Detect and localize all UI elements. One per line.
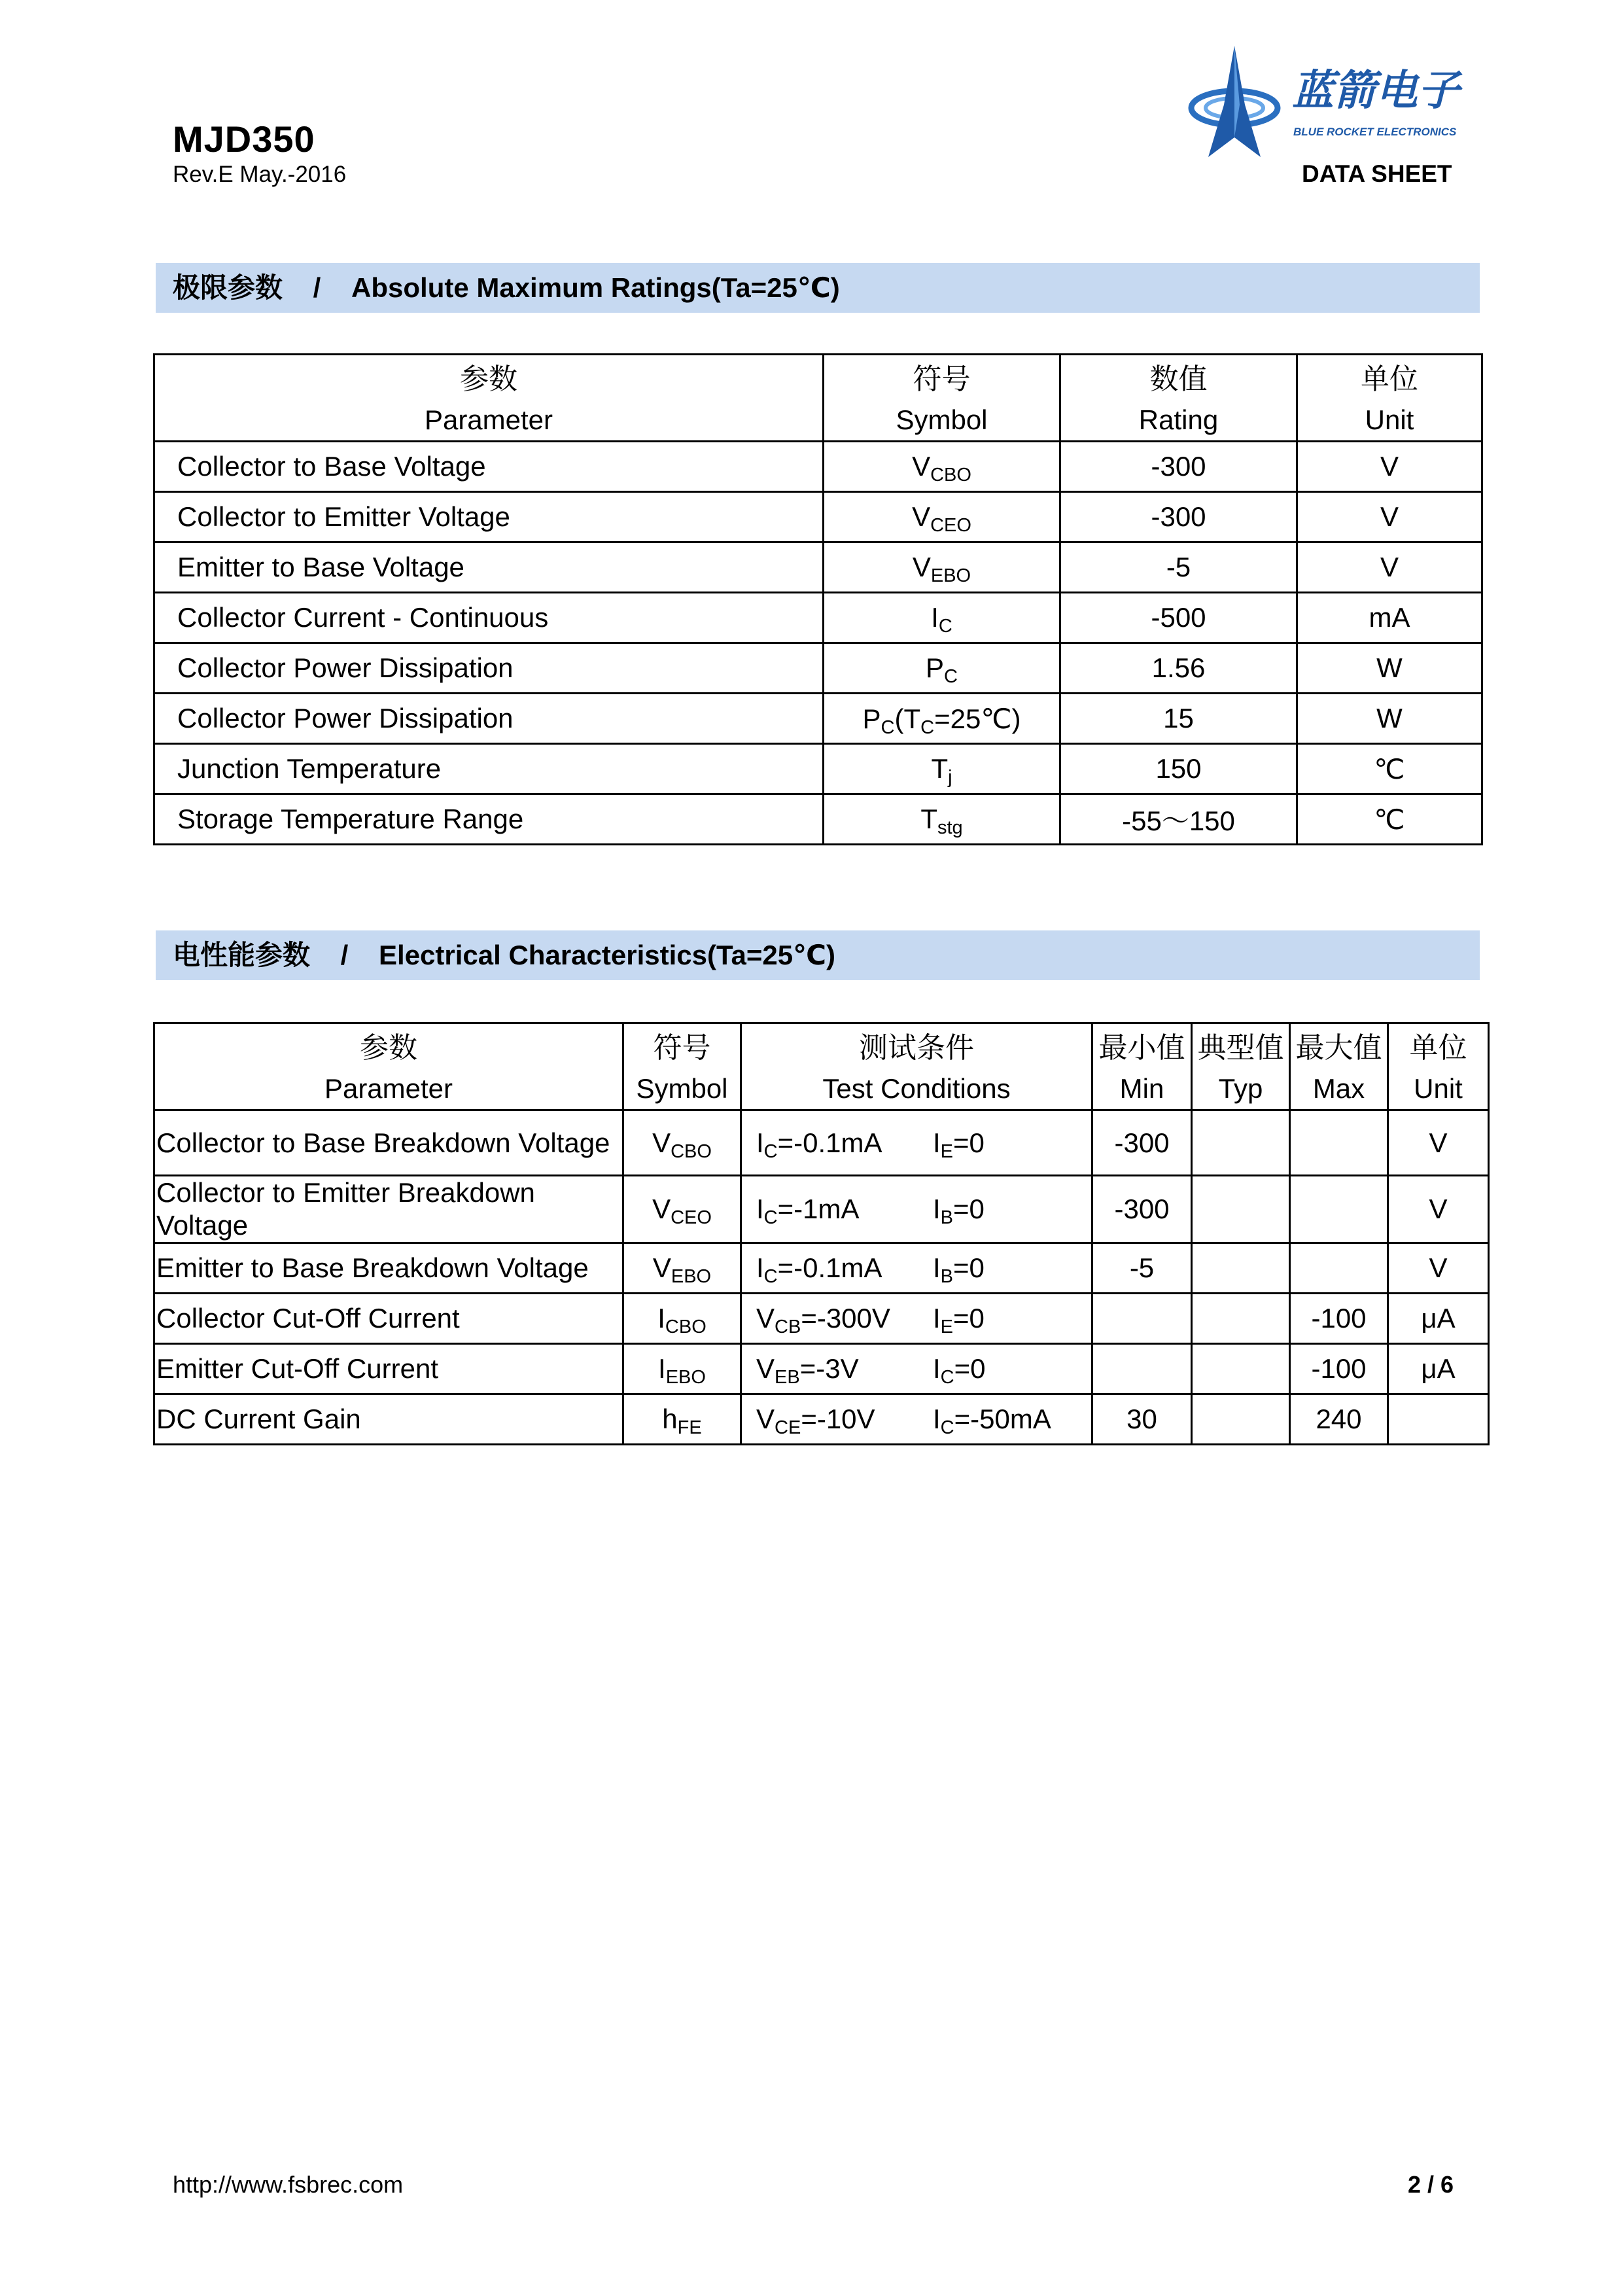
- table-row: [154, 1243, 1489, 1294]
- table-row: [154, 442, 1482, 492]
- rating-cell: -500: [1060, 593, 1297, 643]
- symbol-cell: $V_{CBO}$: [824, 442, 1060, 492]
- table-row: [154, 542, 1482, 593]
- ec-col-symbol: 符号 Symbol: [623, 1023, 741, 1110]
- typ-cell: [1192, 1243, 1290, 1294]
- ec-col-parameter: 参数 Parameter: [154, 1023, 623, 1110]
- ec-header-row: [154, 1023, 1489, 1110]
- amr-section-title: 极限参数 / Absolute Maximum Ratings(Ta=25℃): [156, 263, 1480, 313]
- parameter-cell: Collector Current - Continuous: [154, 593, 824, 643]
- symbol-cell: $h_{FE}$: [623, 1394, 741, 1445]
- unit-cell: V: [1297, 542, 1482, 593]
- unit-cell: [1388, 1394, 1489, 1445]
- conditions-cell: $I_C=-0.1mA$ $I_E=0$: [741, 1110, 1092, 1176]
- parameter-cell: Storage Temperature Range: [154, 794, 824, 845]
- conditions-cell: $V_{CE}=-10V$ $I_C=-50mA$: [741, 1394, 1092, 1445]
- table-row: [154, 694, 1482, 744]
- rating-cell: 1.56: [1060, 643, 1297, 694]
- unit-cell: V: [1297, 442, 1482, 492]
- parameter-cell: Collector Power Dissipation: [154, 694, 824, 744]
- table-row: [154, 744, 1482, 794]
- amr-col-symbol: 符号 Symbol: [824, 355, 1060, 442]
- table-row: [154, 1294, 1489, 1344]
- parameter-cell: Emitter Cut-Off Current: [154, 1344, 623, 1394]
- conditions-cell: $V_{CB}=-300V$ $I_E=0$: [741, 1294, 1092, 1344]
- footer-website-link[interactable]: http://www.fsbrec.com: [173, 2171, 404, 2198]
- unit-cell: ℃: [1297, 744, 1482, 794]
- rating-cell: 15: [1060, 694, 1297, 744]
- symbol-cell: $I_{CBO}$: [623, 1294, 741, 1344]
- max-cell: -100: [1290, 1344, 1388, 1394]
- symbol-cell: $I_C$: [824, 593, 1060, 643]
- typ-cell: [1192, 1110, 1290, 1176]
- blue-rocket-logo: [1187, 39, 1495, 164]
- unit-cell: V: [1297, 492, 1482, 542]
- symbol-cell: $P_C(T_C=25℃)$: [824, 694, 1060, 744]
- typ-cell: [1192, 1344, 1290, 1394]
- parameter-cell: Collector Power Dissipation: [154, 643, 824, 694]
- part-number: MJD350: [173, 118, 315, 160]
- conditions-cell: $I_C=-0.1mA$ $I_B=0$: [741, 1243, 1092, 1294]
- max-cell: -100: [1290, 1294, 1388, 1344]
- datasheet-label: DATA SHEET: [1302, 160, 1452, 187]
- symbol-cell: $T_{stg}$: [824, 794, 1060, 845]
- ec-col-unit: 单位 Unit: [1388, 1023, 1489, 1110]
- symbol-cell: $P_C$: [824, 643, 1060, 694]
- symbol-cell: $V_{EBO}$: [623, 1243, 741, 1294]
- parameter-cell: Collector to Base Breakdown Voltage: [154, 1110, 623, 1176]
- symbol-cell: $V_{CEO}$: [824, 492, 1060, 542]
- rating-cell: -300: [1060, 492, 1297, 542]
- ec-table: [153, 1022, 1490, 1445]
- revision-date: Rev.E May.-2016: [173, 162, 347, 187]
- typ-cell: [1192, 1176, 1290, 1243]
- unit-cell: W: [1297, 643, 1482, 694]
- unit-cell: V: [1388, 1110, 1489, 1176]
- rating-cell: -5: [1060, 542, 1297, 593]
- unit-cell: μA: [1388, 1344, 1489, 1394]
- amr-header-row: [154, 355, 1482, 442]
- ec-col-typ: 典型值 Typ: [1192, 1023, 1290, 1110]
- min-cell: [1092, 1294, 1192, 1344]
- min-cell: -5: [1092, 1243, 1192, 1294]
- ec-col-min: 最小值 Min: [1092, 1023, 1192, 1110]
- conditions-cell: $I_C=-1mA$ $I_B=0$: [741, 1176, 1092, 1243]
- max-cell: 240: [1290, 1394, 1388, 1445]
- symbol-cell: $V_{CEO}$: [623, 1176, 741, 1243]
- parameter-cell: Collector to Emitter Breakdown Voltage: [154, 1176, 623, 1243]
- table-row: [154, 1176, 1489, 1243]
- ec-section-title: 电性能参数 / Electrical Characteristics(Ta=25℃): [156, 930, 1480, 980]
- parameter-cell: Emitter to Base Breakdown Voltage: [154, 1243, 623, 1294]
- unit-cell: V: [1388, 1243, 1489, 1294]
- unit-cell: μA: [1388, 1294, 1489, 1344]
- page-number: 2 / 6: [1408, 2171, 1454, 2198]
- symbol-cell: $V_{CBO}$: [623, 1110, 741, 1176]
- min-cell: -300: [1092, 1110, 1192, 1176]
- symbol-cell: $T_j$: [824, 744, 1060, 794]
- symbol-cell: $V_{EBO}$: [824, 542, 1060, 593]
- table-row: [154, 593, 1482, 643]
- parameter-cell: Collector Cut-Off Current: [154, 1294, 623, 1344]
- ec-col-conditions: 测试条件 Test Conditions: [741, 1023, 1092, 1110]
- amr-col-rating: 数值 Rating: [1060, 355, 1297, 442]
- unit-cell: V: [1388, 1176, 1489, 1243]
- rating-cell: -55～150: [1060, 794, 1297, 845]
- min-cell: 30: [1092, 1394, 1192, 1445]
- parameter-cell: Collector to Base Voltage: [154, 442, 824, 492]
- parameter-cell: Emitter to Base Voltage: [154, 542, 824, 593]
- max-cell: [1290, 1243, 1388, 1294]
- rating-cell: -300: [1060, 442, 1297, 492]
- parameter-cell: DC Current Gain: [154, 1394, 623, 1445]
- table-row: [154, 643, 1482, 694]
- table-row: [154, 1394, 1489, 1445]
- company-name-cn: 蓝箭电子: [1292, 67, 1459, 115]
- typ-cell: [1192, 1394, 1290, 1445]
- max-cell: [1290, 1110, 1388, 1176]
- table-row: [154, 1344, 1489, 1394]
- min-cell: [1092, 1344, 1192, 1394]
- amr-table: [153, 353, 1483, 845]
- rating-cell: 150: [1060, 744, 1297, 794]
- unit-cell: ℃: [1297, 794, 1482, 845]
- max-cell: [1290, 1176, 1388, 1243]
- parameter-cell: Junction Temperature: [154, 744, 824, 794]
- conditions-cell: $V_{EB}=-3V$ $I_C=0$: [741, 1344, 1092, 1394]
- amr-col-unit: 单位 Unit: [1297, 355, 1482, 442]
- table-row: [154, 794, 1482, 845]
- ec-col-max: 最大值 Max: [1290, 1023, 1388, 1110]
- company-name-en: BLUE ROCKET ELECTRONICS: [1293, 126, 1457, 138]
- symbol-cell: $I_{EBO}$: [623, 1344, 741, 1394]
- min-cell: -300: [1092, 1176, 1192, 1243]
- unit-cell: mA: [1297, 593, 1482, 643]
- amr-col-parameter: 参数 Parameter: [154, 355, 824, 442]
- table-row: [154, 492, 1482, 542]
- typ-cell: [1192, 1294, 1290, 1344]
- parameter-cell: Collector to Emitter Voltage: [154, 492, 824, 542]
- table-row: [154, 1110, 1489, 1176]
- unit-cell: W: [1297, 694, 1482, 744]
